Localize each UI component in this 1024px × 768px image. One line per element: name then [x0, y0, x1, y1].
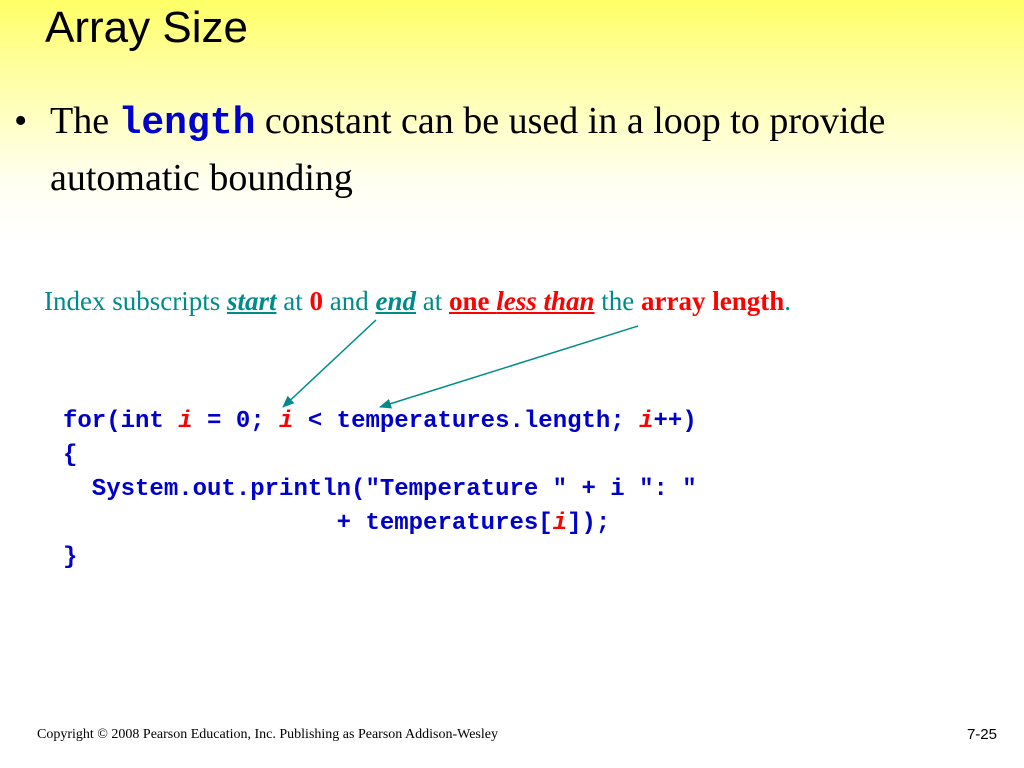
annotation-end: end	[375, 286, 416, 316]
bullet-marker: •	[14, 100, 28, 142]
code-var-i: i	[279, 408, 294, 435]
code-text: < temperatures.length;	[293, 408, 640, 435]
code-line-for	[63, 405, 697, 439]
code-var-i: i	[639, 408, 654, 435]
code-text: + temperatures[	[63, 510, 553, 537]
annotation-text: and	[323, 286, 376, 316]
code-text: = 0;	[192, 408, 280, 435]
slide-number: 7-25	[966, 726, 997, 743]
arrow-to-end	[380, 326, 638, 407]
annotation-text: at	[416, 286, 449, 316]
annotation-text: .	[784, 286, 792, 316]
code-text: ++)	[653, 408, 697, 435]
bullet-text-after: constant can be used in a loop to provide automatic bounding	[50, 100, 886, 199]
code-block	[63, 405, 697, 575]
copyright-footer: Copyright © 2008 Pearson Education, Inc. Publishing as Pearson Addison-Wesley	[37, 727, 498, 742]
code-line-concat	[63, 507, 697, 541]
code-line-println: System.out.println("Temperature " + i ": "	[63, 476, 697, 503]
annotation-text: the	[594, 286, 642, 316]
code-line-open-brace: {	[63, 442, 78, 469]
bullet-text-before: The	[50, 100, 119, 142]
code-text: for(int	[63, 408, 179, 435]
annotation-array-length: array length	[641, 286, 785, 316]
annotation-zero: 0	[309, 286, 324, 316]
index-annotation	[44, 283, 1014, 319]
code-line-close-brace: }	[63, 544, 78, 571]
slide-title: Array Size	[45, 3, 248, 52]
annotation-start: start	[226, 286, 277, 316]
annotation-text: at	[276, 286, 310, 316]
length-keyword: length	[118, 102, 256, 145]
arrow-to-start	[283, 320, 376, 407]
code-var-i: i	[178, 408, 193, 435]
annotation-text: Index subscripts	[44, 286, 227, 316]
annotation-less-than: less than	[496, 286, 595, 316]
bullet-text	[50, 94, 950, 206]
code-text: ]);	[567, 510, 611, 537]
code-var-i: i	[552, 510, 568, 537]
annotation-one: one	[449, 286, 490, 316]
